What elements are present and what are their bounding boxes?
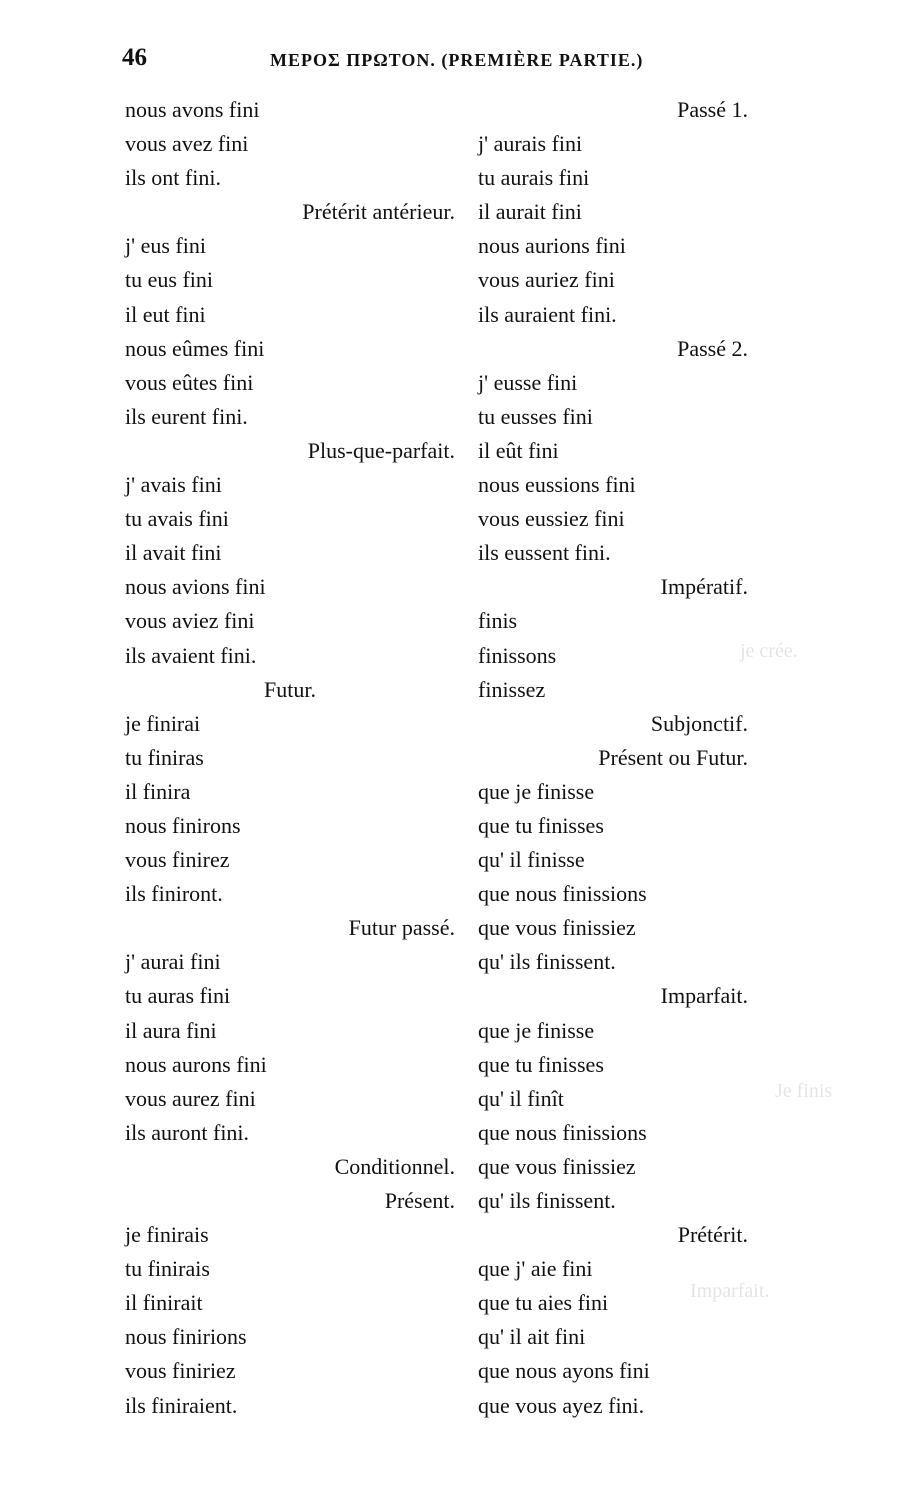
conjugation-form: que nous finissions: [478, 881, 647, 907]
tense-heading: Prétérit.: [677, 1222, 748, 1248]
tense-heading: Impératif.: [660, 574, 748, 600]
conjugation-form: que nous finissions: [478, 1119, 647, 1145]
conjugation-form: finis: [478, 608, 518, 634]
conjugation-form: que je finisse: [478, 1017, 595, 1043]
conjugation-form: nous eussions fini: [478, 472, 636, 498]
conjugation-form: que tu finisses: [478, 1051, 604, 1077]
conjugation-form: tu finirais: [125, 1256, 210, 1282]
conjugation-form: qu' il ait fini: [478, 1324, 586, 1350]
conjugation-form: j' aurais fini: [478, 131, 583, 157]
conjugation-form: que j' aie fini: [478, 1256, 593, 1282]
page-header: [122, 44, 692, 78]
left-column: [125, 93, 455, 1423]
conjugation-form: que je finisse: [478, 778, 595, 804]
conjugation-form: vous auriez fini: [478, 267, 615, 293]
conjugation-form: tu eus fini: [125, 267, 213, 293]
bleed-through-text: Imparfait.: [690, 1280, 770, 1302]
conjugation-form: ils finiraient.: [125, 1392, 238, 1418]
conjugation-form: nous eûmes fini: [125, 335, 265, 361]
conjugation-form: qu' ils finissent.: [478, 1188, 616, 1213]
conjugation-form: il avait fini: [125, 540, 222, 566]
conjugation-form: tu avais fini: [125, 506, 229, 532]
conjugation-form: il eût fini: [478, 437, 559, 463]
conjugation-form: que vous ayez fini.: [478, 1392, 645, 1418]
conjugation-form: que tu finisses: [478, 812, 604, 838]
conjugation-form: que tu aies fini: [478, 1290, 609, 1316]
conjugation-form: il aurait fini: [478, 199, 582, 225]
conjugation-form: nous avions fini: [125, 574, 266, 600]
conjugation-form: ils finiront.: [125, 881, 223, 907]
conjugation-form: que nous ayons fini: [478, 1358, 650, 1384]
conjugation-form: nous avons fini: [125, 97, 260, 122]
conjugation-form: qu' il finît: [478, 1085, 564, 1111]
conjugation-form: j' eusse fini: [478, 369, 578, 395]
conjugation-form: j' aurai fini: [125, 949, 221, 975]
conjugation-form: qu' ils finissent.: [478, 949, 616, 975]
conjugation-form: que vous finissiez: [478, 915, 636, 941]
bleed-through-text: je crée.: [740, 640, 798, 662]
tense-heading: Présent.: [384, 1188, 455, 1213]
conjugation-form: vous avez fini: [125, 131, 249, 157]
conjugation-form: il eut fini: [125, 301, 206, 327]
conjugation-form: je finirai: [125, 710, 201, 736]
conjugation-form: vous aviez fini: [125, 608, 255, 634]
conjugation-form: nous aurions fini: [478, 233, 626, 259]
conjugation-form: vous finirez: [125, 847, 230, 873]
conjugation-form: ils auraient fini.: [478, 301, 617, 327]
conjugation-form: ils ont fini.: [125, 165, 221, 191]
conjugation-form: ils auront fini.: [125, 1119, 250, 1145]
tense-heading: Imparfait.: [660, 983, 748, 1009]
conjugation-form: vous eussiez fini: [478, 506, 625, 532]
conjugation-form: nous aurons fini: [125, 1051, 267, 1077]
tense-heading: Présent ou Futur.: [598, 744, 748, 770]
page-number: 46: [122, 44, 147, 71]
conjugation-form: finissons: [478, 642, 557, 668]
tense-heading: Conditionnel.: [334, 1153, 455, 1179]
conjugation-form: tu auras fini: [125, 983, 231, 1009]
conjugation-form: tu aurais fini: [478, 165, 590, 191]
tense-heading: Futur passé.: [348, 915, 455, 941]
conjugation-form: nous finirons: [125, 812, 241, 838]
conjugation-form: ils eurent fini.: [125, 403, 248, 429]
bleed-through-text: Je finis: [775, 1080, 833, 1102]
tense-heading: Passé 1.: [677, 97, 748, 122]
conjugation-form: vous finiriez: [125, 1358, 236, 1384]
conjugation-form: il finirait: [125, 1290, 203, 1316]
conjugation-form: que vous finissiez: [478, 1153, 636, 1179]
conjugation-form: ils avaient fini.: [125, 642, 257, 668]
conjugation-form: finissez: [478, 676, 546, 702]
conjugation-form: ils eussent fini.: [478, 540, 611, 566]
conjugation-form: je finirais: [125, 1222, 209, 1248]
conjugation-form: il aura fini: [125, 1017, 217, 1043]
conjugation-form: nous finirions: [125, 1324, 247, 1350]
tense-heading: Prétérit antérieur.: [302, 199, 455, 225]
running-title: ΜΕΡΟΣ ΠΡΩΤΟΝ. (PREMIÈRE PARTIE.): [270, 50, 644, 70]
conjugation-form: j' eus fini: [125, 233, 206, 259]
conjugation-form: j' avais fini: [125, 472, 222, 498]
tense-heading: Futur.: [264, 676, 316, 702]
tense-heading: Passé 2.: [677, 335, 748, 361]
conjugation-form: vous aurez fini: [125, 1085, 256, 1111]
conjugation-form: tu eusses fini: [478, 403, 593, 429]
conjugation-form: vous eûtes fini: [125, 369, 254, 395]
tense-heading: Subjonctif.: [650, 710, 748, 736]
right-column: [478, 93, 748, 1423]
tense-heading: Plus-que-parfait.: [307, 437, 455, 463]
conjugation-form: tu finiras: [125, 744, 204, 770]
conjugation-form: il finira: [125, 778, 191, 804]
conjugation-form: qu' il finisse: [478, 847, 585, 873]
